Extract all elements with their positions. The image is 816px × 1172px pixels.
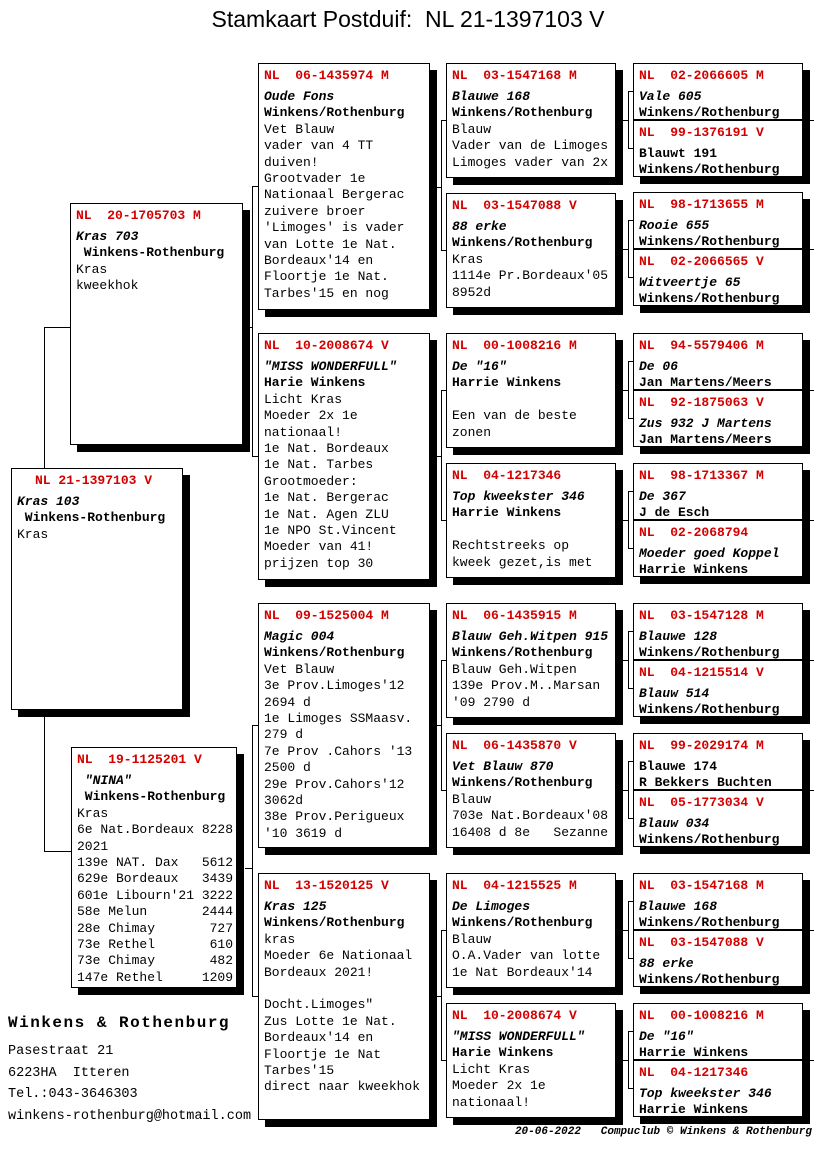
pigeon-name: De 06 xyxy=(639,359,679,374)
pigeon-note: 1e Nat. Agen ZLU xyxy=(264,506,389,522)
connector-line xyxy=(436,996,441,997)
box-great-grandparent-8 xyxy=(446,1003,616,1118)
ring-number: NL 10-2008674 V xyxy=(264,338,389,353)
pigeon-note: 38e Prov.Perigueux xyxy=(264,809,405,825)
pigeon-owner: Winkens/Rothenburg xyxy=(264,645,405,661)
connector-line xyxy=(628,1031,629,1088)
pigeon-note: 29e Prov.Cahors'12 xyxy=(264,776,405,792)
pigeon-name: Rooie 655 xyxy=(639,218,710,233)
pigeon-note: 1e NPO St.Vincent xyxy=(264,523,397,539)
connector-line xyxy=(623,790,628,791)
box-gg-grandparent-4 xyxy=(633,249,803,306)
ring-number: NL 03-1547128 M xyxy=(639,608,764,623)
pigeon-note: Kras xyxy=(76,261,108,277)
box-gg-grandparent-1 xyxy=(633,63,803,120)
pigeon-owner: Winkens/Rothenburg xyxy=(264,915,405,931)
connector-line xyxy=(252,186,253,456)
pigeon-note: van Lotte 1e Nat. xyxy=(264,236,397,252)
owner-address-block xyxy=(8,1014,251,1127)
connector-line xyxy=(441,120,442,250)
pigeon-note: 28e Chimay 727 xyxy=(77,920,234,936)
pigeon-note: 8952d xyxy=(452,284,492,300)
pigeon-note: Blauw xyxy=(452,791,492,807)
box-great-grandparent-7 xyxy=(446,873,616,988)
box-gg-grandparent-9 xyxy=(633,603,803,660)
pigeon-note xyxy=(452,392,613,408)
pigeon-note: 147e Rethel 1209 xyxy=(77,969,234,985)
connector-line xyxy=(623,249,628,250)
ring-number: NL 03-1547168 M xyxy=(452,68,577,83)
pigeon-note xyxy=(452,522,613,538)
connector-line xyxy=(803,790,814,791)
pigeon-name: Top kweekster 346 xyxy=(452,489,585,504)
ring-number: NL 92-1875063 V xyxy=(639,395,764,410)
pigeon-name: Witveertje 65 xyxy=(639,275,741,290)
pigeon-note: 703e Nat.Bordeaux'08 xyxy=(452,808,609,824)
pigeon-owner: Winkens/Rothenburg xyxy=(264,105,405,121)
pigeon-note: nationaal! xyxy=(264,424,343,440)
owner-street: Pasestraat 21 xyxy=(8,1044,114,1059)
connector-line xyxy=(44,851,71,852)
connector-line xyxy=(252,725,253,996)
pigeon-owner: Winkens/Rothenburg xyxy=(452,915,593,931)
pigeon-note: 1e Nat Bordeaux'14 xyxy=(452,964,593,980)
pigeon-note: 1e Limoges SSMaasv. xyxy=(264,711,413,727)
box-great-grandparent-6 xyxy=(446,733,616,848)
pigeon-note: Tarbes'15 xyxy=(264,1063,335,1079)
pigeon-note: Nationaal Bergerac xyxy=(264,187,405,203)
pigeon-owner: Harie Winkens xyxy=(264,375,366,391)
owner-city: 6223HA Itteren xyxy=(8,1065,130,1081)
ring-number: NL 20-1705703 M xyxy=(76,208,201,223)
connector-line xyxy=(803,930,814,931)
connector-line xyxy=(436,725,441,726)
connector-line xyxy=(623,120,628,121)
pigeon-note: Floortje 1e Nat xyxy=(264,1046,382,1062)
pigeon-owner: Winkens/Rothenburg xyxy=(639,162,780,177)
pigeon-owner: Harrie Winkens xyxy=(639,562,749,577)
pigeon-note: Floortje 1e Nat. xyxy=(264,269,389,285)
pigeon-note: 601e Libourn'21 3222 xyxy=(77,887,234,903)
box-gg-grandparent-5 xyxy=(633,333,803,390)
box-gg-grandparent-6 xyxy=(633,390,803,447)
pigeon-note: Docht.Limoges" xyxy=(264,997,374,1013)
pigeon-owner: Winkens/Rothenburg xyxy=(639,702,780,717)
box-gg-grandparent-2 xyxy=(633,120,803,177)
box-great-grandparent-3 xyxy=(446,333,616,448)
pigeon-owner: Winkens-Rothenburg xyxy=(76,245,225,261)
pigeon-note: Blauw xyxy=(452,931,492,947)
box-gg-grandparent-10 xyxy=(633,660,803,717)
pigeon-note: 58e Melun 2444 xyxy=(77,904,234,920)
pigeon-name: Zus 932 J Martens xyxy=(639,416,772,431)
pigeon-name: 88 erke xyxy=(639,956,694,971)
pigeon-note: 139e Prov.M..Marsan xyxy=(452,678,601,694)
box-sire-sire xyxy=(258,63,430,310)
connector-line xyxy=(441,390,442,520)
pigeon-owner: Winkens/Rothenburg xyxy=(639,832,780,847)
pigeon-note: kweekhok xyxy=(76,278,139,294)
pigeon-owner: Winkens/Rothenburg xyxy=(452,105,593,121)
pigeon-note: 279 d xyxy=(264,727,304,743)
pigeon-owner: Blauwe 174 xyxy=(639,759,718,774)
pigeon-note: 1e Nat. Tarbes xyxy=(264,457,374,473)
ring-number: NL 02-2066605 M xyxy=(639,68,764,83)
connector-line xyxy=(436,187,441,188)
pigeon-note: Moeder 2x 1e xyxy=(452,1078,546,1094)
pigeon-note: 'Limoges' is vader xyxy=(264,220,405,236)
pigeon-name: De Limoges xyxy=(452,899,531,914)
pigeon-name: Vet Blauw 870 xyxy=(452,759,554,774)
pigeon-note: 139e NAT. Dax 5612 xyxy=(77,855,234,871)
pigeon-note: Licht Kras xyxy=(452,1061,531,1077)
pigeon-note: 73e Chimay 482 xyxy=(77,953,234,969)
ring-number: NL 99-1376191 V xyxy=(639,125,764,140)
pigeon-owner: Winkens/Rothenburg xyxy=(452,235,593,251)
pigeon-name: De "16" xyxy=(639,1029,694,1044)
pigeon-owner: Harrie Winkens xyxy=(452,375,562,391)
pigeon-owner: Winkens/Rothenburg xyxy=(639,972,780,987)
connector-line xyxy=(623,930,628,931)
box-dam xyxy=(71,747,237,988)
pigeon-note: 73e Rethel 610 xyxy=(77,937,234,953)
page-title: Stamkaart Postduif: NL 21-1397103 V xyxy=(211,6,605,32)
pigeon-note: Een van de beste xyxy=(452,408,577,424)
ring-number: NL 00-1008216 M xyxy=(452,338,577,353)
pigeon-name: Blauwe 168 xyxy=(639,899,718,914)
connector-line xyxy=(44,327,70,328)
pigeon-name: Blauw Geh.Witpen 915 xyxy=(452,629,609,644)
pigeon-name: "MISS WONDERFULL" xyxy=(264,359,397,374)
connector-line xyxy=(628,220,629,277)
ring-number: NL 09-1525004 M xyxy=(264,608,389,623)
ring-number: NL 04-1215525 M xyxy=(452,878,577,893)
connector-line xyxy=(623,660,628,661)
pigeon-note: vader van 4 TT xyxy=(264,138,374,154)
pigeon-note: Moeder 6e Nationaal xyxy=(264,948,413,964)
pigeon-owner: Winkens/Rothenburg xyxy=(639,645,780,660)
ring-number: NL 98-1713655 M xyxy=(639,197,764,212)
pigeon-owner: Jan Martens/Meers xyxy=(639,375,772,390)
connector-line xyxy=(803,249,814,250)
pigeon-note: Rechtstreeks op xyxy=(452,538,570,554)
box-great-grandparent-5 xyxy=(446,603,616,718)
pigeon-name: Oude Fons xyxy=(264,89,335,104)
pigeon-owner: Harrie Winkens xyxy=(639,1045,749,1060)
ring-number: NL 98-1713367 M xyxy=(639,468,764,483)
pigeon-owner: R Bekkers Buchten xyxy=(639,775,772,790)
owner-phone: Tel.:043-3646303 xyxy=(8,1087,138,1102)
pigeon-note: 1e Nat. Bergerac xyxy=(264,490,389,506)
pigeon-name: Magic 004 xyxy=(264,629,335,644)
box-gg-grandparent-8 xyxy=(633,520,803,577)
ring-number: NL 03-1547168 M xyxy=(639,878,764,893)
ring-number: NL 06-1435915 M xyxy=(452,608,577,623)
pigeon-name: "MISS WONDERFULL" xyxy=(452,1029,585,1044)
pigeon-note: Bordeaux 2021! xyxy=(264,964,374,980)
pigeon-note: 2021 xyxy=(77,838,109,854)
connector-line xyxy=(628,631,629,688)
pigeon-owner: Harrie Winkens xyxy=(452,505,562,521)
pigeon-owner: Winkens/Rothenburg xyxy=(639,105,780,120)
pigeon-note: Bordeaux'14 en xyxy=(264,253,374,269)
pigeon-note: 2694 d xyxy=(264,694,311,710)
ring-number: NL 04-1217346 xyxy=(639,1065,749,1080)
connector-line xyxy=(245,868,252,869)
ring-number: NL 99-2029174 M xyxy=(639,738,764,753)
box-great-grandparent-4 xyxy=(446,463,616,578)
ring-number: NL 06-1435974 M xyxy=(264,68,389,83)
pigeon-name: Blauwe 168 xyxy=(452,89,531,104)
connector-line xyxy=(436,456,441,457)
connector-line xyxy=(803,660,814,661)
pigeon-owner: Winkens-Rothenburg xyxy=(17,510,166,526)
box-gg-grandparent-11 xyxy=(633,733,803,790)
pigeon-owner: J de Esch xyxy=(639,505,710,520)
box-subject xyxy=(11,468,183,710)
ring-number: NL 13-1520125 V xyxy=(264,878,389,893)
ring-number: NL 10-2008674 V xyxy=(452,1008,577,1023)
pigeon-name: Vale 605 xyxy=(639,89,702,104)
pigeon-name: "NINA" xyxy=(77,773,132,788)
pigeon-note: Licht Kras xyxy=(264,391,343,407)
pigeon-name: Top kweekster 346 xyxy=(639,1086,772,1101)
connector-line xyxy=(803,120,814,121)
pigeon-note: direct naar kweekhok xyxy=(264,1079,421,1095)
pigeon-note: Vet Blauw xyxy=(264,121,335,137)
pigeon-owner: Jan Martens/Meers xyxy=(639,432,772,447)
connector-line xyxy=(803,520,814,521)
pigeon-name: De 367 xyxy=(639,489,686,504)
box-gg-grandparent-14 xyxy=(633,930,803,987)
pigeon-note: Moeder 2x 1e xyxy=(264,408,358,424)
pigeon-note: 7e Prov .Cahors '13 xyxy=(264,743,413,759)
pigeon-note: 16408 d 8e Sezanne xyxy=(452,824,609,840)
box-dam-sire xyxy=(258,603,430,848)
connector-line xyxy=(803,390,814,391)
ring-number: NL 02-2066565 V xyxy=(639,254,764,269)
pigeon-note: Limoges vader van 2x xyxy=(452,154,609,170)
pigeon-note: '09 2790 d xyxy=(452,694,531,710)
ring-number: NL 02-2068794 xyxy=(639,525,749,540)
pigeon-owner: Winkens-Rothenburg xyxy=(77,789,226,805)
connector-line xyxy=(441,930,442,1060)
ring-number: NL 94-5579406 M xyxy=(639,338,764,353)
box-gg-grandparent-12 xyxy=(633,790,803,847)
pigeon-note: Tarbes'15 en nog xyxy=(264,285,389,301)
pigeon-note: Zus Lotte 1e Nat. xyxy=(264,1013,397,1029)
ring-number: NL 21-1397103 V xyxy=(35,473,153,488)
connector-line xyxy=(243,327,252,328)
pigeon-note: Kras xyxy=(77,805,109,821)
pigeon-note: Blauw Geh.Witpen xyxy=(452,661,577,677)
connector-line xyxy=(628,361,629,418)
ring-number: NL 05-1773034 V xyxy=(639,795,764,810)
pigeon-note: 2500 d xyxy=(264,760,311,776)
connector-line xyxy=(623,520,628,521)
pigeon-owner: Winkens/Rothenburg xyxy=(452,645,593,661)
ring-number: NL 06-1435870 V xyxy=(452,738,577,753)
pigeon-note: Vet Blauw xyxy=(264,661,335,677)
ring-number: NL 19-1125201 V xyxy=(77,752,202,767)
pigeon-owner: Winkens/Rothenburg xyxy=(639,234,780,249)
pigeon-name: Blauw 514 xyxy=(639,686,710,701)
pigeon-note: 3e Prov.Limoges'12 xyxy=(264,678,405,694)
box-dam-dam xyxy=(258,873,430,1120)
connector-line xyxy=(623,1060,628,1061)
box-gg-grandparent-3 xyxy=(633,192,803,249)
pigeon-name: Kras 703 xyxy=(76,229,139,244)
pigeon-note: O.A.Vader van lotte xyxy=(452,948,601,964)
pigeon-note: kweek gezet,is met xyxy=(452,554,593,570)
ring-number: NL 03-1547088 V xyxy=(639,935,764,950)
pigeon-note: prijzen top 30 xyxy=(264,555,374,571)
pigeon-owner: Harrie Winkens xyxy=(639,1102,749,1117)
pigeon-name: Kras 103 xyxy=(17,494,80,509)
box-great-grandparent-2 xyxy=(446,193,616,308)
pigeon-note xyxy=(264,981,427,997)
pigeon-note: duiven! xyxy=(264,154,319,170)
box-gg-grandparent-13 xyxy=(633,873,803,930)
pigeon-note: 629e Bordeaux 3439 xyxy=(77,871,234,887)
pigeon-note: 1e Nat. Bordeaux xyxy=(264,441,389,457)
pigeon-note: Kras xyxy=(452,251,484,267)
connector-line xyxy=(628,91,629,148)
pigeon-note: Bordeaux'14 en xyxy=(264,1030,374,1046)
pigeon-name: De "16" xyxy=(452,359,507,374)
connector-line xyxy=(628,761,629,818)
ring-number: NL 00-1008216 M xyxy=(639,1008,764,1023)
pigeon-owner: Harie Winkens xyxy=(452,1045,554,1061)
ring-number: NL 04-1215514 V xyxy=(639,665,764,680)
box-gg-grandparent-15 xyxy=(633,1003,803,1060)
pigeon-name: Blauwe 128 xyxy=(639,629,718,644)
box-great-grandparent-1 xyxy=(446,63,616,178)
pigeon-note: Blauw xyxy=(452,121,492,137)
pigeon-name: 88 erke xyxy=(452,219,507,234)
pigeon-note: kras xyxy=(264,931,296,947)
ring-number: NL 04-1217346 xyxy=(452,468,562,483)
pigeon-note: zuivere broer xyxy=(264,203,366,219)
pigeon-note: zonen xyxy=(452,424,492,440)
pigeon-name: Blauw 034 xyxy=(639,816,710,831)
pigeon-note: 1114e Pr.Bordeaux'05 xyxy=(452,268,609,284)
box-gg-grandparent-7 xyxy=(633,463,803,520)
connector-line xyxy=(623,390,628,391)
ring-number: NL 03-1547088 V xyxy=(452,198,577,213)
box-gg-grandparent-16 xyxy=(633,1060,803,1117)
pigeon-owner: Winkens/Rothenburg xyxy=(639,915,780,930)
pigeon-name: Kras 125 xyxy=(264,899,327,914)
connector-line xyxy=(628,491,629,548)
owner-email: winkens-rothenburg@hotmail.com xyxy=(8,1108,252,1124)
pigeon-note: Vader van de Limoges xyxy=(452,138,609,154)
connector-line xyxy=(628,901,629,958)
box-sire xyxy=(70,203,243,445)
pigeon-name: Moeder goed Koppel xyxy=(639,546,780,561)
footer-credit: 20-06-2022 Compuclub © Winkens & Rothenburg xyxy=(514,1126,812,1138)
pigeon-note: Grootvader 1e xyxy=(264,171,366,187)
connector-line xyxy=(803,1060,814,1061)
connector-line xyxy=(441,660,442,790)
pigeon-note: Moeder van 41! xyxy=(264,539,374,555)
pigeon-note: Grootmoeder: xyxy=(264,473,358,489)
pigeon-owner: Blauwt 191 xyxy=(639,146,718,161)
pigeon-note: '10 3619 d xyxy=(264,825,343,841)
box-sire-dam xyxy=(258,333,430,580)
pigeon-note: 3062d xyxy=(264,793,304,809)
pigeon-owner: Winkens/Rothenburg xyxy=(452,775,593,791)
pigeon-note: 6e Nat.Bordeaux 8228 xyxy=(77,822,234,838)
pigeon-owner: Winkens/Rothenburg xyxy=(639,291,780,306)
owner-name: Winkens & Rothenburg xyxy=(8,1014,231,1032)
pigeon-note: Kras xyxy=(17,526,49,542)
pigeon-note: nationaal! xyxy=(452,1094,531,1110)
